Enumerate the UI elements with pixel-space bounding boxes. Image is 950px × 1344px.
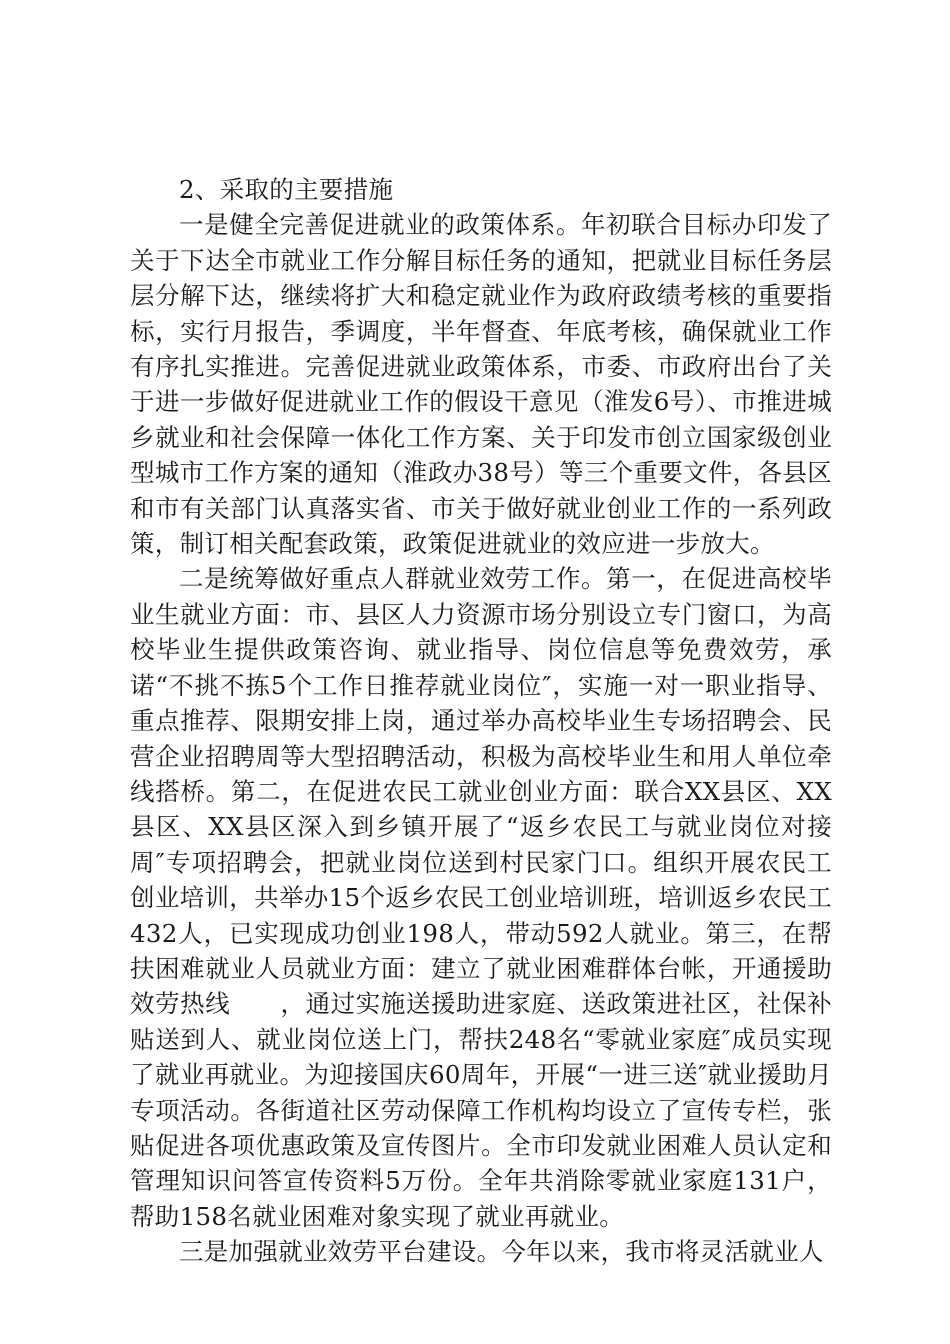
section-heading: 2、采取的主要措施 bbox=[179, 175, 394, 204]
paragraph-policy-system: 一是健全完善促进就业的政策体系。年初联合目标办印发了关于下达全市就业工作分解目标任务的通知，把就业目标任务层层分解下达，继续将扩大和稳定就业作为政府政绩考核的重要指标，实行月报告，季调度，半年督查、年底考核，确保就业工作有序扎实推进。完善促进就业政策体系，市委、市政府出台了关于进一步做好促进就业工作的假设干意见（淮发6号）、市推进城乡就业和社会保障一体化工作方案、关于印发市创立国家级创业型城市工作方案的通知（淮政办38号）等三个重要文件，各县区和市有关部门认真落实省、市关于做好就业创业工作的一系列政策，制订相关配套政策，政策促进就业的效应进一步放大。 bbox=[130, 210, 832, 559]
paragraph-key-groups: 二是统筹做好重点人群就业效劳工作。第一，在促进高校毕业生就业方面：市、县区人力资源市场分别设立专门窗口，为高校毕业生提供政策咨询、就业指导、岗位信息等免费效劳，承诺“不挑不拣5个工作日推荐就业岗位″，实施一对一职业指导、重点推荐、限期安排上岗，通过举办高校毕业生专场招聘会、民营企业招聘周等大型招聘活动，积极为高校毕业生和用人单位牵线搭桥。第二，在促进农民工就业创业方面：联合XX县区、XX县区、XX县区深入到乡镇开展了“返乡农民工与就业岗位对接周″专项招聘会，把就业岗位送到村民家门口。组织开展农民工创业培训，共举办15个返乡农民工创业培训班，培训返乡农民工432人，已实现成功创业198人，带动592人就业。第三，在帮扶困难就业人员就业方面：建立了就业困难群体台帐，开通援助效劳热线 ，通过实施送援助进家庭、送政策进社区，社保补贴送到人、就业岗位送上门，帮扶248名“零就业家庭″成员实现了就业再就业。为迎接国庆60周年，开展“一进三送″就业援助月专项活动。各街道社区劳动保障工作机构均设立了宣传专栏，张贴促进各项优惠政策及宣传图片。全市印发就业困难人员认定和管理知识问答宣传资料5万份。全年共消除零就业家庭131户，帮助158名就业困难对象实现了就业再就业。 bbox=[130, 564, 832, 1231]
paragraph-service-platform: 三是加强就业效劳平台建设。今年以来，我市将灵活就业人 bbox=[179, 1237, 824, 1267]
document-body bbox=[130, 172, 832, 1270]
